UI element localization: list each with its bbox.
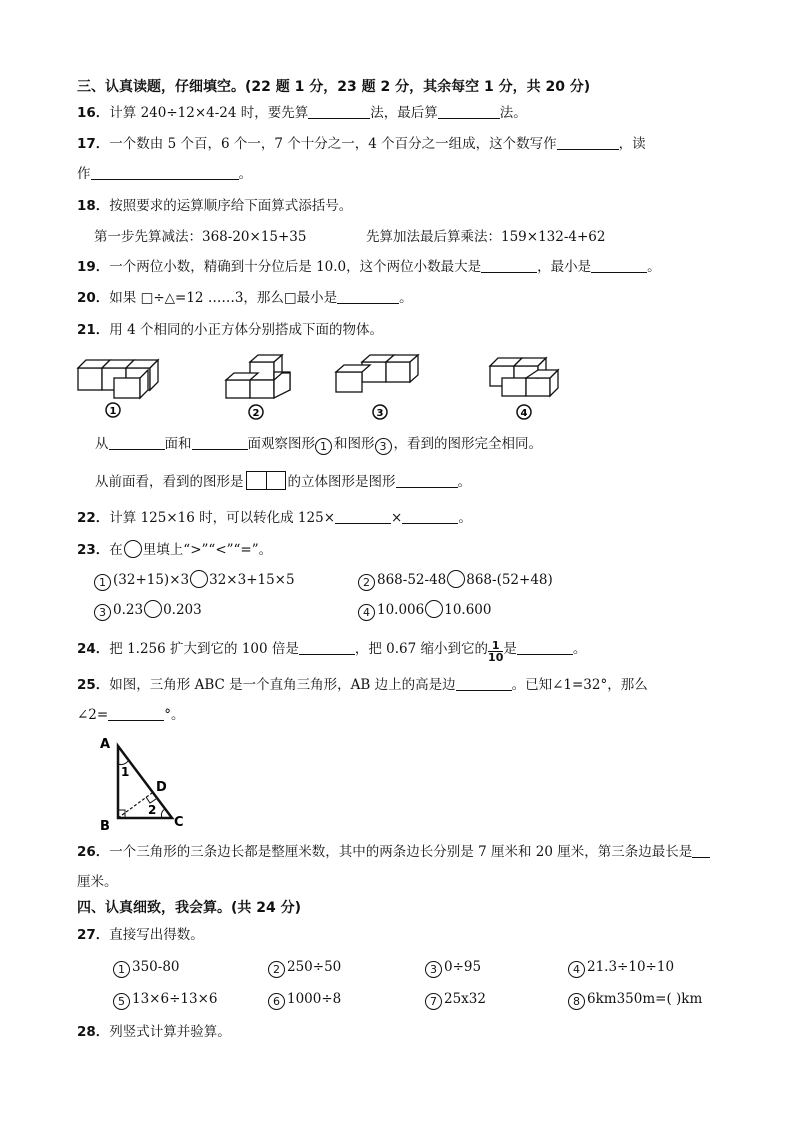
q23-circle-sample	[124, 540, 142, 558]
q27-item-8-num: 8	[568, 993, 585, 1010]
q21-l1b: 面和	[164, 436, 192, 452]
question-19	[77, 257, 661, 277]
q23-item-1	[94, 570, 295, 591]
q21-blank-2[interactable]	[192, 435, 248, 450]
q23-item-3-left: 0.23	[113, 602, 144, 618]
q21-fig-ref-1: 1	[315, 438, 332, 455]
q23-item-1-right: 32×3+15×5	[209, 572, 295, 588]
q23-item-4-num: 4	[358, 604, 375, 621]
question-17-line2	[77, 164, 252, 184]
question-27	[77, 925, 204, 945]
question-23	[77, 540, 272, 560]
question-17	[77, 134, 646, 154]
q16-blank-2[interactable]	[438, 104, 500, 119]
q27-item-6-num: 6	[268, 993, 285, 1010]
q26-number: 26．	[77, 844, 110, 860]
q17-text-c: 作	[77, 166, 91, 182]
q21-text: 用 4 个相同的小正方体分别搭成下面的物体。	[109, 322, 383, 338]
q18-text: 按照要求的运算顺序给下面算式添括号。	[109, 198, 353, 214]
q27-item-2	[268, 957, 341, 978]
q16-text-b: 法，最后算	[370, 105, 438, 121]
q22-text-a: 计算 125×16 时，可以转化成 125×	[109, 510, 336, 526]
q18-sub-1: 第一步先算减法：368-20×15+35	[94, 229, 307, 245]
cube-figure-4	[490, 358, 558, 396]
q18-sub-2: 先算加法最后算乘法：159×132-4+62	[366, 229, 606, 245]
q21-fig-ref-3: 3	[375, 438, 392, 455]
q20-text-b: 。	[399, 290, 413, 306]
q23-item-3	[94, 600, 202, 621]
q24-blank-1[interactable]	[299, 640, 355, 655]
q22-blank-1[interactable]	[335, 509, 391, 524]
question-18	[77, 196, 352, 216]
q27-item-6	[268, 989, 341, 1010]
q23-item-2	[358, 570, 553, 591]
q27-item-5-num: 5	[113, 993, 130, 1010]
question-26	[77, 842, 710, 862]
q23-text-b: 里填上“>”“<”“=”。	[142, 542, 273, 558]
q26-text-a: 一个三角形的三条边长都是整厘米数，其中的两条边长分别是 7 厘米和 20 厘米，第三条边最长是	[109, 844, 693, 860]
fig-label-4: 4	[520, 408, 528, 419]
q20-blank[interactable]	[337, 289, 399, 304]
question-21	[77, 320, 383, 340]
q27-item-3-expr: 0÷95	[444, 959, 482, 975]
q23-item-3-num: 3	[94, 604, 111, 621]
q23-item-4-left: 10.006	[377, 602, 425, 618]
q27-number: 27．	[77, 927, 110, 943]
q23-number: 23．	[77, 542, 110, 558]
q27-text: 直接写出得数。	[109, 927, 204, 943]
cube-figure-3	[336, 355, 418, 392]
q26-blank[interactable]	[692, 843, 710, 858]
right-triangle-figure	[92, 730, 202, 835]
section3-title: 三、认真读题，仔细填空。(22 题 1 分，23 题 2 分，其余每空 1 分，共 20 分)	[77, 79, 591, 95]
q25-blank-1[interactable]	[456, 676, 512, 691]
question-20	[77, 288, 413, 308]
q24-blank-2[interactable]	[517, 640, 573, 655]
q22-text-c: 。	[458, 510, 472, 526]
q23-item-4	[358, 600, 492, 621]
q24-text-a: 把 1.256 扩大到它的 100 倍是	[109, 641, 299, 657]
altitude-bd	[118, 793, 152, 818]
q17-text-b: ，读	[618, 136, 646, 152]
q27-item-5	[113, 989, 217, 1010]
fig-label-1: 1	[109, 406, 117, 417]
q21-line-2	[95, 471, 471, 492]
q17-blank-2[interactable]	[91, 165, 239, 180]
q23-item-2-num: 2	[358, 574, 375, 591]
q21-blank-3[interactable]	[396, 473, 458, 488]
q21-line-1	[95, 434, 542, 455]
q27-item-5-expr: 13×6÷13×6	[132, 991, 218, 1007]
q26-text-b: 厘米。	[77, 874, 118, 890]
question-24	[77, 639, 586, 663]
q27-item-1-expr: 350-80	[132, 959, 180, 975]
q27-item-3	[425, 957, 481, 978]
question-25	[77, 675, 648, 695]
q23-item-4-right: 10.600	[444, 602, 492, 618]
label-c: C	[174, 815, 184, 830]
q27-item-7	[425, 989, 486, 1010]
q19-text-c: 。	[647, 259, 661, 275]
q19-number: 19．	[77, 259, 110, 275]
q27-item-4	[568, 957, 674, 978]
q23-item-2-circle[interactable]	[447, 570, 465, 588]
q23-item-1-num: 1	[94, 574, 111, 591]
q28-text: 列竖式计算并验算。	[109, 1024, 231, 1040]
angle-2-arc	[161, 809, 165, 818]
q27-item-8-expr: 6km350m=( )km	[587, 991, 703, 1007]
label-angle-1: 1	[121, 765, 130, 779]
q24-text-b: ，把 0.67 缩小到它的	[354, 641, 489, 657]
q25-text-d: °。	[164, 707, 185, 723]
q19-text-b: ，最小是	[537, 259, 592, 275]
q16-blank-1[interactable]	[308, 104, 370, 119]
question-25-line2	[77, 705, 184, 725]
fraction-one-tenth	[488, 640, 503, 663]
q27-item-6-expr: 1000÷8	[287, 991, 342, 1007]
q21-l1c: 面观察图形	[247, 436, 315, 452]
section4-title: 四、认真细致，我会算。(共 24 分)	[77, 900, 302, 916]
q27-item-8	[568, 989, 702, 1010]
q22-number: 22．	[77, 510, 110, 526]
q23-item-2-left: 868-52-48	[377, 572, 447, 588]
fraction-denominator: 10	[488, 651, 504, 664]
q21-l2a: 从前面看，看到的图形是	[95, 474, 244, 490]
fraction-numerator: 1	[491, 639, 500, 652]
q25-text-b: 。已知∠1=32°，那么	[511, 677, 648, 693]
question-28	[77, 1022, 231, 1042]
label-d: D	[156, 780, 167, 795]
q23-item-3-right: 0.203	[163, 602, 202, 618]
fig-label-2: 2	[252, 408, 260, 419]
q23-text-a: 在	[109, 542, 123, 558]
q24-text-c: 是	[503, 641, 517, 657]
q23-item-3-circle[interactable]	[144, 600, 162, 618]
q21-number: 21．	[77, 322, 110, 338]
q28-number: 28．	[77, 1024, 110, 1040]
q27-item-4-num: 4	[568, 961, 585, 978]
cube-figure-1	[78, 360, 158, 398]
q16-text-a: 计算 240÷12×4-24 时，要先算	[109, 105, 309, 121]
q27-item-1	[113, 957, 180, 978]
q27-item-3-num: 3	[425, 961, 442, 978]
q21-l2c: 。	[457, 474, 471, 490]
q21-l1a: 从	[95, 436, 109, 452]
label-b: B	[100, 819, 110, 834]
q27-item-7-expr: 25x32	[444, 991, 486, 1007]
q16-number: 16．	[77, 105, 110, 121]
q17-text-d: 。	[238, 166, 252, 182]
two-square-shape	[246, 471, 286, 490]
q19-blank-1[interactable]	[481, 258, 537, 273]
q27-item-4-expr: 21.3÷10÷10	[587, 959, 675, 975]
q19-blank-2[interactable]	[591, 258, 647, 273]
q27-item-2-expr: 250÷50	[287, 959, 342, 975]
label-angle-2: 2	[148, 803, 157, 817]
q23-item-4-circle[interactable]	[425, 600, 443, 618]
q23-item-1-left: (32+15)×3	[113, 572, 190, 588]
cube-figures	[70, 352, 570, 422]
q21-blank-1[interactable]	[109, 435, 165, 450]
q24-number: 24．	[77, 641, 110, 657]
q21-l1d: 和图形	[334, 436, 375, 452]
question-22	[77, 508, 472, 528]
q25-text-a: 如图，三角形 ABC 是一个直角三角形，AB 边上的高是边	[109, 677, 456, 693]
q20-number: 20．	[77, 290, 110, 306]
question-16	[77, 103, 527, 123]
q20-text-a: 如果 □÷△=12 ……3，那么□最小是	[109, 290, 338, 306]
q16-text-c: 法。	[499, 105, 527, 121]
q17-blank-1[interactable]	[557, 135, 619, 150]
q21-l2b: 的立体图形是图形	[287, 474, 396, 490]
cube-figure-2	[226, 355, 290, 398]
q17-number: 17．	[77, 136, 110, 152]
q21-l1e: ，看到的图形完全相同。	[393, 436, 542, 452]
q19-text-a: 一个两位小数，精确到十分位后是 10.0，这个两位小数最大是	[109, 259, 482, 275]
q22-blank-2[interactable]	[402, 509, 458, 524]
fig-label-3: 3	[376, 408, 384, 419]
q24-text-d: 。	[572, 641, 587, 657]
q25-number: 25．	[77, 677, 110, 693]
q18-number: 18．	[77, 198, 110, 214]
q25-blank-2[interactable]	[108, 706, 164, 721]
label-a: A	[100, 737, 111, 752]
q23-item-1-circle[interactable]	[190, 570, 208, 588]
q27-item-2-num: 2	[268, 961, 285, 978]
q27-item-1-num: 1	[113, 961, 130, 978]
q22-text-b: ×	[391, 510, 403, 526]
q23-item-2-right: 868-(52+48)	[466, 572, 553, 588]
q25-text-c: ∠2=	[77, 707, 109, 723]
q27-item-7-num: 7	[425, 993, 442, 1010]
q17-text-a: 一个数由 5 个百，6 个一，7 个十分之一，4 个百分之一组成，这个数写作	[109, 136, 557, 152]
cube-figure-labels	[106, 403, 531, 419]
